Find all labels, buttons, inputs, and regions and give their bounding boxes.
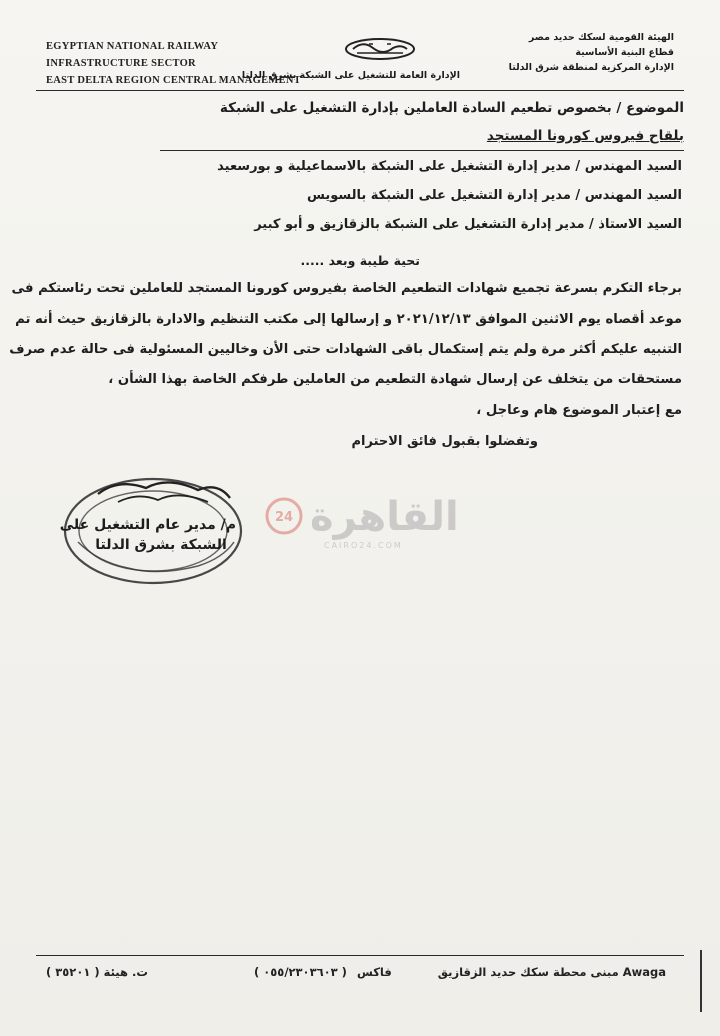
- header-english: [46, 38, 302, 89]
- header-center-title: الإدارة العامة للتشغيل على الشبكة بشرق الدلتا: [241, 70, 460, 81]
- body-line-1: برجاء التكرم بسرعة تجميع شهادات التطعيم الخاصة بفيروس كورونا المستجد للعاملين تحت رئاستكم فى: [11, 281, 682, 296]
- header-ar-line3: الإدارة المركزية لمنطقة شرق الدلتا: [508, 62, 674, 73]
- railway-logo-icon: [343, 36, 417, 62]
- greeting: تحية طيبة وبعد .....: [300, 253, 420, 268]
- signature-block: [59, 515, 236, 555]
- watermark-badge-icon: [264, 496, 304, 536]
- body-line-5: مع إعتبار الموضوع هام وعاجل ،: [476, 403, 682, 418]
- recipient-1: السيد المهندس / مدير إدارة التشغيل على الشبكة بالاسماعيلية و بورسعيد: [217, 159, 682, 174]
- header-ar-line1: الهيئة القومية لسكك حديد مصر: [528, 32, 674, 43]
- footer-fax-number: ( ٠٥٥/٢٣٠٣٦٠٣ ): [254, 965, 347, 979]
- footer-fax: [254, 965, 392, 979]
- page-edge-mark: [697, 950, 702, 1012]
- body-line-4: مستحقات من يتخلف عن إرسال شهادة التطعيم من العاملين طرفكم الخاصة بهذا الشأن ،: [108, 372, 682, 387]
- watermark-subtext: CAIRO24.COM: [324, 541, 403, 550]
- closing: وتفضلوا بقبول فائق الاحترام: [351, 434, 538, 449]
- signature-line1: م/ مدير عام التشغيل على: [59, 517, 236, 533]
- body-line-3: التنبيه عليكم أكثر مرة ولم يتم إستكمال باقى الشهادات حتى الأن وخاليين المسئولية فى حالة عدم صرف: [9, 342, 682, 357]
- watermark-text: القاهرة: [310, 494, 459, 540]
- header-en-line3: EAST DELTA REGION CENTRAL MANAGEMENT: [46, 75, 302, 86]
- footer-divider: [36, 955, 684, 956]
- header-arabic: [508, 30, 674, 75]
- signature-line2: الشبكة بشرق الدلتا: [95, 537, 227, 553]
- header-divider: [36, 90, 684, 91]
- footer-fax-label: فاكس: [356, 965, 392, 979]
- recipient-3: السيد الاستاذ / مدير إدارة التشغيل على الشبكة بالزقازيق و أبو كبير: [254, 217, 682, 232]
- recipient-2: السيد المهندس / مدير إدارة التشغيل على الشبكة بالسويس: [306, 188, 682, 203]
- subject-line-continued: بلقاح فيروس كورونا المستجد: [486, 128, 684, 144]
- subject-line: الموضوع / بخصوص تطعيم السادة العاملين بإدارة التشغيل على الشبكة: [219, 100, 684, 116]
- watermark: [262, 488, 462, 558]
- body-line-2: موعد أقصاه يوم الاثنين الموافق ٢٠٢١/١٢/١٣ و إرسالها إلى مكتب التنظيم والادارة بالزقازيق حيث أنه تم: [15, 312, 682, 327]
- header-en-line2: INFRASTRUCTURE SECTOR: [46, 58, 196, 69]
- header-en-line1: EGYPTIAN NATIONAL RAILWAY: [46, 41, 219, 52]
- header-ar-line2: قطاع البنية الأساسية: [575, 47, 674, 58]
- footer-internal-phone: ت. هيئة ( ٣٥٢٠١ ): [46, 965, 148, 979]
- header-center: [241, 36, 460, 81]
- footer-address: Awaga مبنى محطة سكك حديد الزقازيق: [437, 965, 666, 979]
- watermark-badge-text: 24: [274, 510, 294, 525]
- subject-divider: [160, 150, 684, 151]
